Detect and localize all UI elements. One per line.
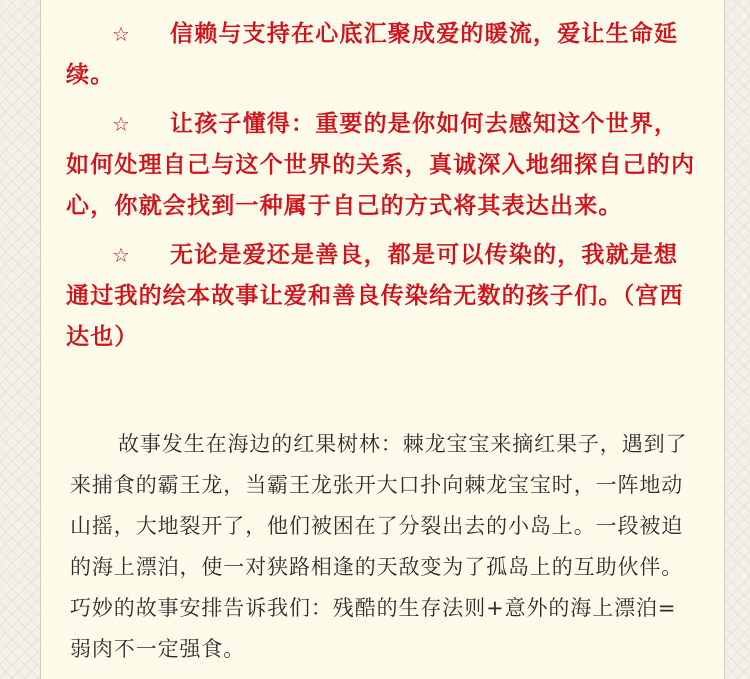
star-icon: ☆ [112,112,132,136]
quote-text: 无论是爱还是善良，都是可以传染的，我就是想通过我的绘本故事让爱和善良传染给无数的孩子们。（宫西达也） [66,242,684,350]
quote-item [66,14,700,96]
star-icon: ☆ [112,243,132,267]
quote-list [66,14,700,366]
story-paragraph: 故事发生在海边的红果树林：棘龙宝宝来摘红果子，遇到了来捕食的霸王龙，当霸王龙张开大口扑向棘龙宝宝时，一阵地动山摇，大地裂开了，他们被困在了分裂出去的小岛上。一段被迫的海上漂泊，使一对狭路相逢的天敌变为了孤岛上的互助伙伴。巧妙的故事安排告诉我们：残酷的生存法则+意外的海上漂泊=弱肉不一定强食。 [70,432,688,661]
quote-item [66,235,700,358]
quote-item [66,104,700,227]
star-icon: ☆ [112,22,132,46]
quote-text: 信赖与支持在心底汇聚成爱的暖流，爱让生命延续。 [66,21,679,88]
quote-text: 让孩子懂得：重要的是你如何去感知这个世界，如何处理自己与这个世界的关系，真诚深入地细探自己的内心，你就会找到一种属于自己的方式将其表达出来。 [66,111,696,219]
